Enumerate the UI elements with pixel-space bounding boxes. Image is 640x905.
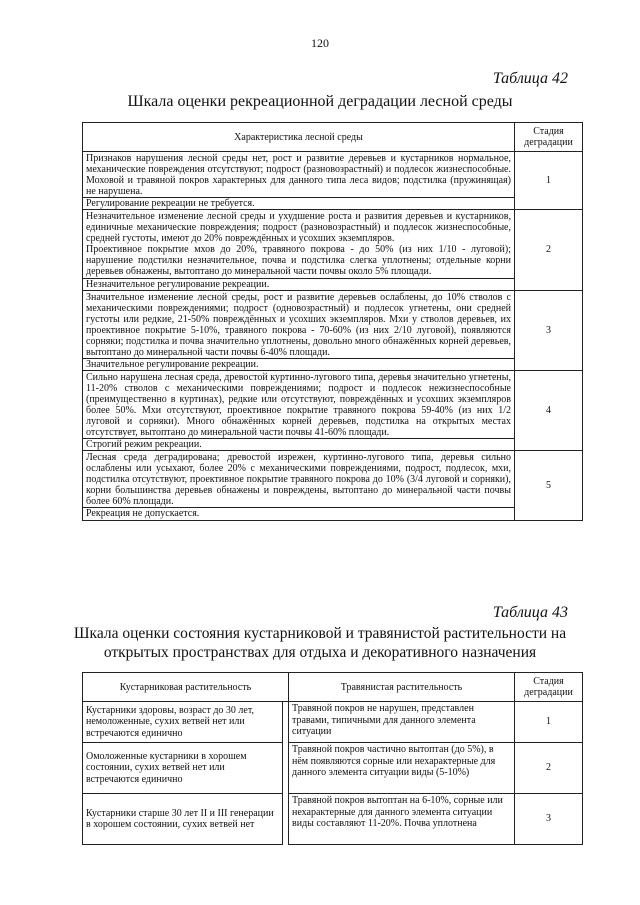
table-row [83,451,583,520]
table-header-row [83,673,583,702]
header-stage: Стадия деградации [515,123,583,152]
characteristic-text: Лесная среда деградирована; древостой изрежен, куртинно-лугового типа, деревья сильно ослаблены или усыхают, более 20% с механическими повреждениями, подрост, подлесок, мхи, подстилка отсутствуют, проективное покрытие травяного покрова до 10% (3/4 луговой и сорняки), корни большинства деревьев обнажены и повреждены, вытоптано до минеральной части почвы более 60% площади. [86,452,511,508]
characteristic-text: Признаков нарушения лесной среды нет, рост и развитие деревьев и кустарников нормальное, механические повреждения отсутствуют; подрост (разновозрастный) и подлесок жизнеспособные. Моховой и травяной покров характерных для данного типа леса видов; подстилка (пружинящая) не нарушена. [86,153,511,198]
regulation-text: Значительное регулирование рекреации. [83,358,514,370]
table-42-label: Таблица 42 [492,70,568,87]
table-row [83,743,583,794]
stage-value: 1 [515,152,583,210]
grass-cell: Травяной покров вытоптан на 6-10%, сорные или нехарактерные для данного элемента ситуации виды составляют 11-20%. Почва уплотнена [289,794,515,845]
stage-value: 3 [515,290,583,370]
stage-value: 5 [515,451,583,520]
recreational-degradation-table [82,122,583,521]
table-header-row [83,123,583,152]
table-row [83,702,583,743]
table-42-title: Шкала оценки рекреационной деградации лесной среды [127,93,513,110]
page-number: 120 [311,36,329,50]
grass-cell: Травяной покров частично вытоптан (до 5%), в нём появляются сорные или нехарактерные для данного элемента ситуации виды (5-10%) [289,743,515,794]
stage-value: 1 [515,702,583,743]
shrub-cell: Омоложенные кустарники в хорошем состоянии, сухих ветвей нет или встречаются единично [83,743,283,794]
header-grass: Травянистая растительность [289,673,515,702]
forest-characteristic-cell [83,152,515,210]
characteristic-text: Сильно нарушена лесная среда, древостой куртинно-лугового типа, деревья значительно угнетены, 11-20% стволов с механическими повреждениями; подрост и подлесок нежизнеспособные (преимущественно в куртинах), редкие или отсутствуют, повреждённых и усохших экземпляров более 50%. Мхи отсутствуют, проективное покрытие травяного покрова 59-40% (из них 1/2 луговой и сорняки). Много обнажённых корней деревьев, подстилка на открытых местах отсутствует, вытоптано до минеральной части почвы 41-60% площади. [86,371,511,439]
shrub-cell: Кустарники здоровы, возраст до 30 лет, немоложенные, сухих ветвей нет или встречаются единично [83,702,283,743]
table-43-title-line-2: открытых пространствах для отдыха и декоративного назначения [103,644,537,661]
header-characteristic: Характеристика лесной среды [83,123,515,152]
table-row [83,290,583,370]
characteristic-text: Незначительное изменение лесной среды и ухудшение роста и развития деревьев и кустарников, единичные механические повреждения; подрост (разновозрастный) и подлесок жизнеспособные, средней густоты, имеют до 20% повреждённых и усохших экземпляров. [86,211,511,245]
table-row [83,794,583,845]
characteristic-text: Значительное изменение лесной среды, рост и развитие деревьев ослаблены, до 10% стволов с механическими повреждениями; подрост (одновозрастный) и подлесок угнетены, они средней густоты или редкие, 21-50% повреждённых и усохших экземпляров. Мхи у стволов деревьев, их проективное покрытие 5-10%, травяного покрова - 70-60% (из них 2/10 луговой), появляются сорняки; подстилка и почва значительно уплотнены, довольно много обнажённых корней деревьев, вытоптано до минеральной части почвы 6-40% площади. [86,291,511,358]
shrub-cell: Кустарники старше 30 лет II и III генерации в хорошем состоянии, сухих ветвей нет [83,794,283,845]
grass-cell: Травяной покров не нарушен, представлен травами, типичными для данного элемента ситуации [289,702,515,743]
table-row [83,210,583,290]
regulation-text: Строгий режим рекреации. [83,438,514,450]
header-shrub: Кустарниковая растительность [83,673,289,702]
stage-value: 3 [515,794,583,845]
regulation-text: Рекреация не допускается. [83,507,514,519]
forest-characteristic-cell [83,370,515,450]
table-row [83,370,583,450]
regulation-text: Незначительное регулирование рекреации. [83,278,514,290]
forest-characteristic-cell [83,290,515,370]
table-43-title-line-1: Шкала оценки состояния кустарниковой и травянистой растительности на [73,625,567,642]
table-43-title [60,624,580,662]
forest-characteristic-cell [83,210,515,290]
shrub-grass-condition-table [82,672,583,845]
stage-value: 2 [515,210,583,290]
table-row [83,152,583,210]
stage-value: 2 [515,743,583,794]
header-stage: Стадия деградации [515,673,583,702]
forest-characteristic-cell [83,451,515,520]
regulation-text: Регулирование рекреации не требуется. [83,197,514,209]
table-43-label: Таблица 43 [492,604,568,621]
characteristic-text-continued: Проективное покрытие мхов до 20%, травяного покрова - до 50% (из них 1/10 - луговой); нарушение подстилки незначительное, почва и подстилка слегка уплотнены; отдельные корни деревьев обнажены, вытоптано до минеральной части почвы около 5% площади. [86,244,511,278]
stage-value: 4 [515,370,583,450]
